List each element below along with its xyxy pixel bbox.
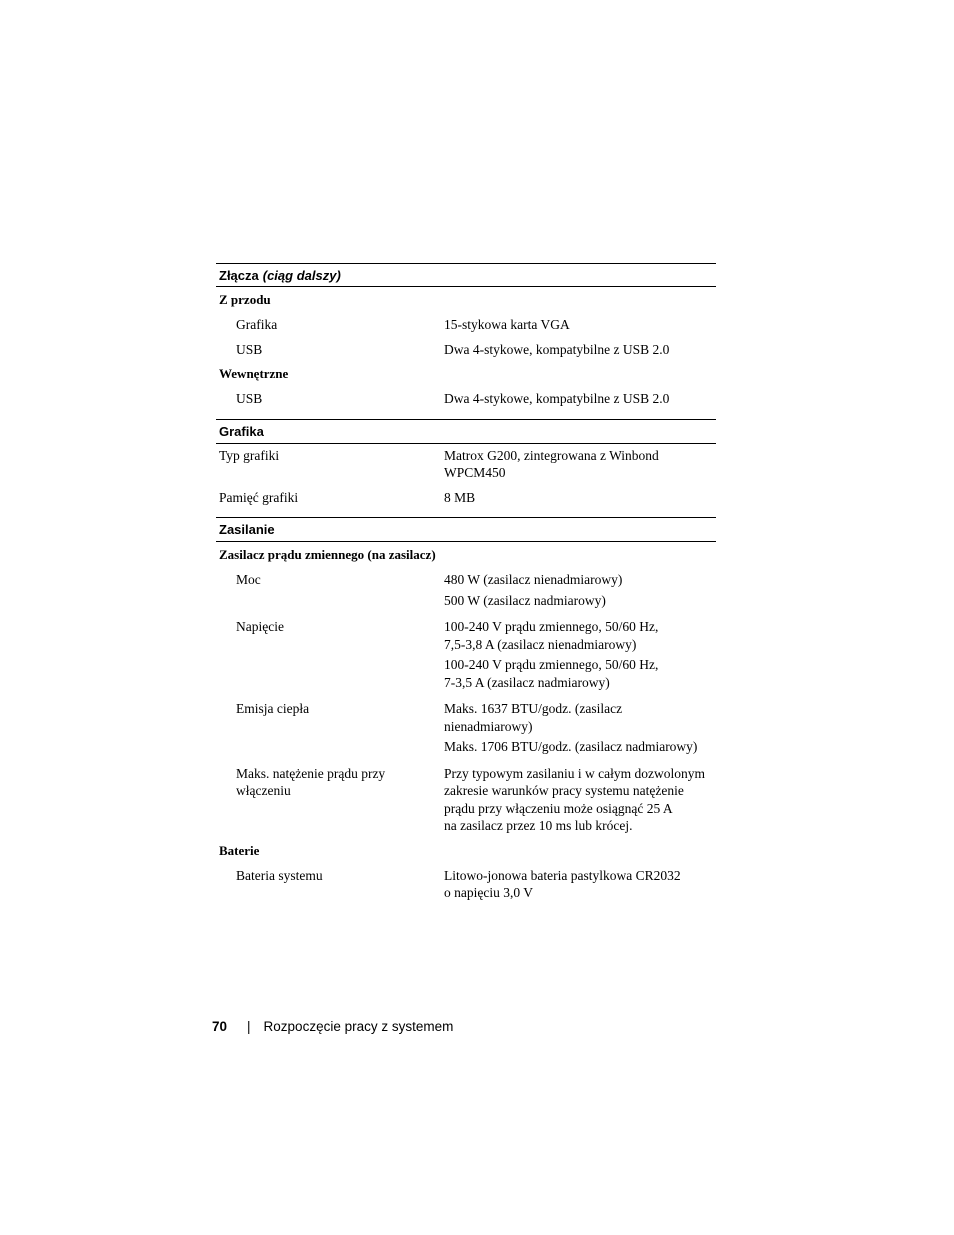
spec-value: 8 MB (444, 489, 476, 505)
section-title: Złącza (219, 268, 259, 283)
section-divider (216, 509, 716, 518)
spec-value (444, 618, 716, 653)
subheading-internal: Wewnętrzne (219, 366, 289, 381)
spec-label: Bateria systemu (236, 867, 323, 883)
spec-label: Emisja ciepła (236, 701, 310, 716)
subheading-batteries: Baterie (219, 842, 260, 858)
spec-value-line: WPCM450 (444, 465, 506, 480)
spec-label: Napięcie (236, 619, 284, 634)
spec-value-line: 7-3,5 A (zasilacz nadmiarowy) (444, 674, 610, 690)
continued-note: (ciąg dalszy) (262, 268, 341, 283)
spec-label: Typ grafiki (219, 447, 280, 463)
spec-row (216, 567, 716, 592)
spec-value: 15-stykowa karta VGA (444, 317, 570, 332)
spec-table (216, 263, 716, 905)
spec-value-line: 100-240 V prądu zmiennego, 50/60 Hz, (444, 657, 659, 672)
spec-value: 480 W (zasilacz nienadmiarowy) (444, 572, 623, 587)
spec-label: Pamięć grafiki (219, 489, 299, 505)
spec-label: USB (236, 391, 263, 406)
spec-label-line: Maks. natężenie prądu przy (236, 765, 386, 781)
spec-value-line: prądu przy włączeniu może osiągnąć 25 A (444, 800, 673, 816)
section-header-connectors (216, 263, 716, 287)
spec-value: Dwa 4-stykowe, kompatybilne z USB 2.0 (444, 391, 670, 406)
spec-row (216, 614, 716, 656)
spec-value-line: zakresie warunków pracy systemu natężenie (444, 783, 684, 798)
spec-value-line: Maks. 1637 BTU/godz. (zasilacz (444, 701, 623, 716)
subheading-front: Z przodu (219, 292, 271, 307)
spec-value-line: Litowo-jonowa bateria pastylkowa CR2032 (444, 867, 681, 883)
spec-value (444, 447, 716, 482)
page-number: 70 (212, 1019, 228, 1034)
spec-value: 500 W (zasilacz nadmiarowy) (444, 592, 606, 608)
section-header-power (216, 518, 716, 542)
subheading-psu: Zasilacz prądu zmiennego (na zasilacz) (219, 547, 436, 562)
spec-value-line: 7,5-3,8 A (zasilacz nienadmiarowy) (444, 636, 637, 652)
page-footer (212, 1019, 453, 1034)
spec-value (444, 656, 716, 691)
spec-row (216, 312, 716, 337)
section-divider (216, 411, 716, 420)
spec-value-line: 100-240 V prądu zmiennego, 50/60 Hz, (444, 619, 659, 634)
section-title: Zasilanie (219, 522, 275, 537)
spec-row (216, 444, 716, 485)
spec-value-line: Matrox G200, zintegrowana z Winbond (444, 447, 659, 463)
spec-value-line: na zasilacz przez 10 ms lub krócej. (444, 818, 633, 833)
spec-label: USB (236, 341, 263, 357)
spec-row (216, 386, 716, 411)
spec-value-line: nienadmiarowy) (444, 718, 533, 734)
spec-row (216, 656, 716, 696)
spec-row (216, 337, 716, 362)
spec-value: Dwa 4-stykowe, kompatybilne z USB 2.0 (444, 341, 670, 357)
spec-row (216, 592, 716, 615)
spec-value: Maks. 1706 BTU/godz. (zasilacz nadmiarowy) (444, 739, 698, 754)
footer-separator: | (247, 1019, 251, 1034)
spec-value (444, 867, 716, 902)
spec-row (216, 696, 716, 738)
spec-label (216, 765, 444, 835)
spec-value (444, 765, 716, 835)
spec-value (444, 700, 716, 735)
spec-row (216, 738, 716, 761)
spec-label-line: włączeniu (236, 783, 291, 798)
section-header-graphics (216, 420, 716, 444)
spec-value-line: Przy typowym zasilaniu i w całym dozwolonym (444, 765, 705, 781)
spec-row (216, 761, 716, 838)
spec-value-line: o napięciu 3,0 V (444, 885, 533, 900)
chapter-title: Rozpoczęcie pracy z systemem (263, 1019, 454, 1034)
spec-label: Moc (236, 572, 261, 587)
section-title: Grafika (219, 423, 264, 439)
spec-row (216, 485, 716, 510)
spec-label: Grafika (236, 317, 278, 332)
spec-row (216, 863, 716, 905)
